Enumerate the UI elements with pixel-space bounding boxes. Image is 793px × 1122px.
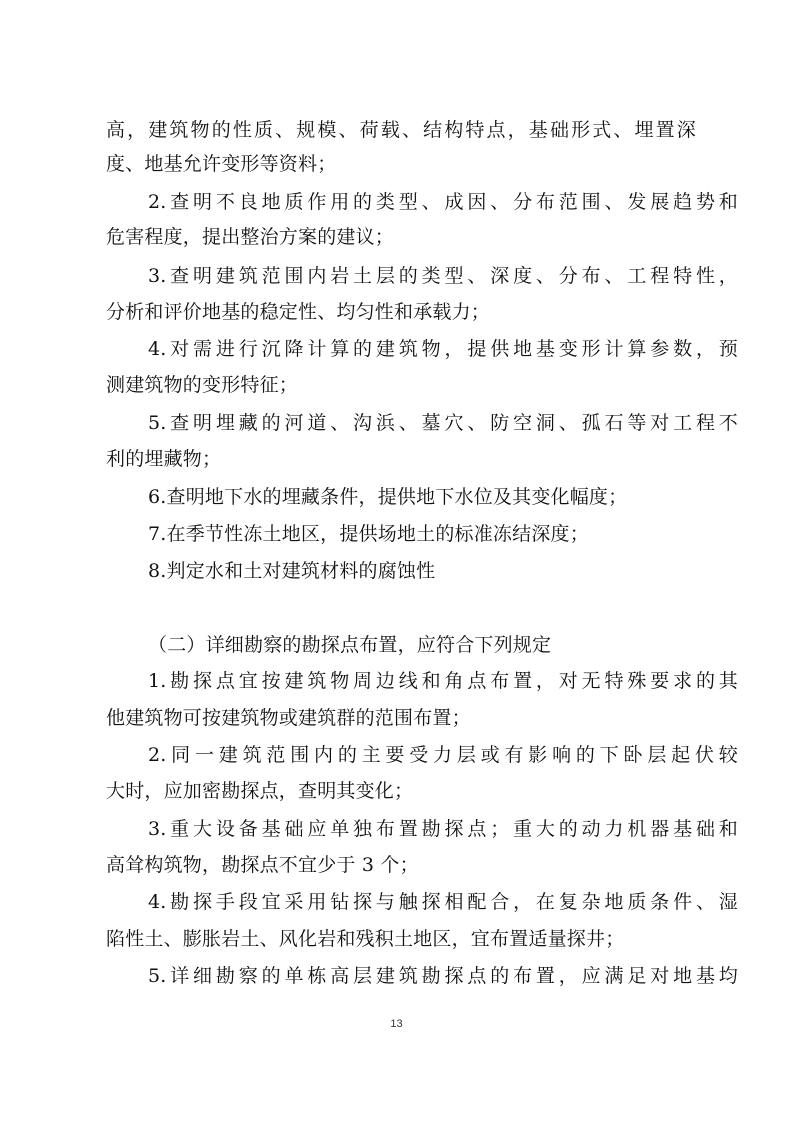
text-line: 陷性土、膨胀岩土、风化岩和残积土地区，宜布置适量探井； xyxy=(106,928,625,950)
section-heading: （二）详细勘察的勘探点布置，应符合下列规定 xyxy=(148,634,552,656)
text-line: 8.判定水和土对建筑材料的腐蚀性 xyxy=(148,560,436,582)
text-line: 他建筑物可按建筑物或建筑群的范围布置； xyxy=(106,707,471,729)
text-line: 5.查明埋藏的河道、沟浜、墓穴、防空洞、孤石等对工程不 xyxy=(148,412,738,434)
text-line: 6.查明地下水的埋藏条件，提供地下水位及其变化幅度； xyxy=(148,486,628,508)
text-line: 7.在季节性冻土地区，提供场地土的标准冻结深度； xyxy=(148,523,589,545)
text-line: 度、地基允许变形等资料； xyxy=(106,153,337,175)
text-line: 2.同一建筑范围内的主要受力层或有影响的下卧层起伏较 xyxy=(148,744,738,766)
text-line: 4.勘探手段宜采用钻探与触探相配合，在复杂地质条件、湿 xyxy=(148,891,738,913)
page-number: 13 xyxy=(390,1018,403,1030)
text-line: 危害程度，提出整治方案的建议； xyxy=(106,226,395,248)
text-line: 高耸构筑物，勘探点不宜少于 3 个； xyxy=(106,854,419,876)
text-line: 3.查明建筑范围内岩土层的类型、深度、分布、工程特性， xyxy=(148,265,738,287)
text-line: 分析和评价地基的稳定性、均匀性和承载力； xyxy=(106,301,491,323)
text-line: 2.查明不良地质作用的类型、成因、分布范围、发展趋势和 xyxy=(148,191,738,213)
text-line: 利的埋藏物； xyxy=(106,448,222,470)
text-line: 高，建筑物的性质、规模、荷载、结构特点，基础形式、埋置深 xyxy=(106,119,696,141)
text-line: 1.勘探点宜按建筑物周边线和角点布置，对无特殊要求的其 xyxy=(148,670,738,692)
text-line: 5.详细勘察的单栋高层建筑勘探点的布置，应满足对地基均 xyxy=(148,965,738,987)
text-line: 4.对需进行沉降计算的建筑物，提供地基变形计算参数，预 xyxy=(148,338,738,360)
text-line: 测建筑物的变形特征； xyxy=(106,374,299,396)
text-line: 3.重大设备基础应单独布置勘探点；重大的动力机器基础和 xyxy=(148,818,738,840)
text-line: 大时，应加密勘探点，查明其变化； xyxy=(106,780,414,802)
